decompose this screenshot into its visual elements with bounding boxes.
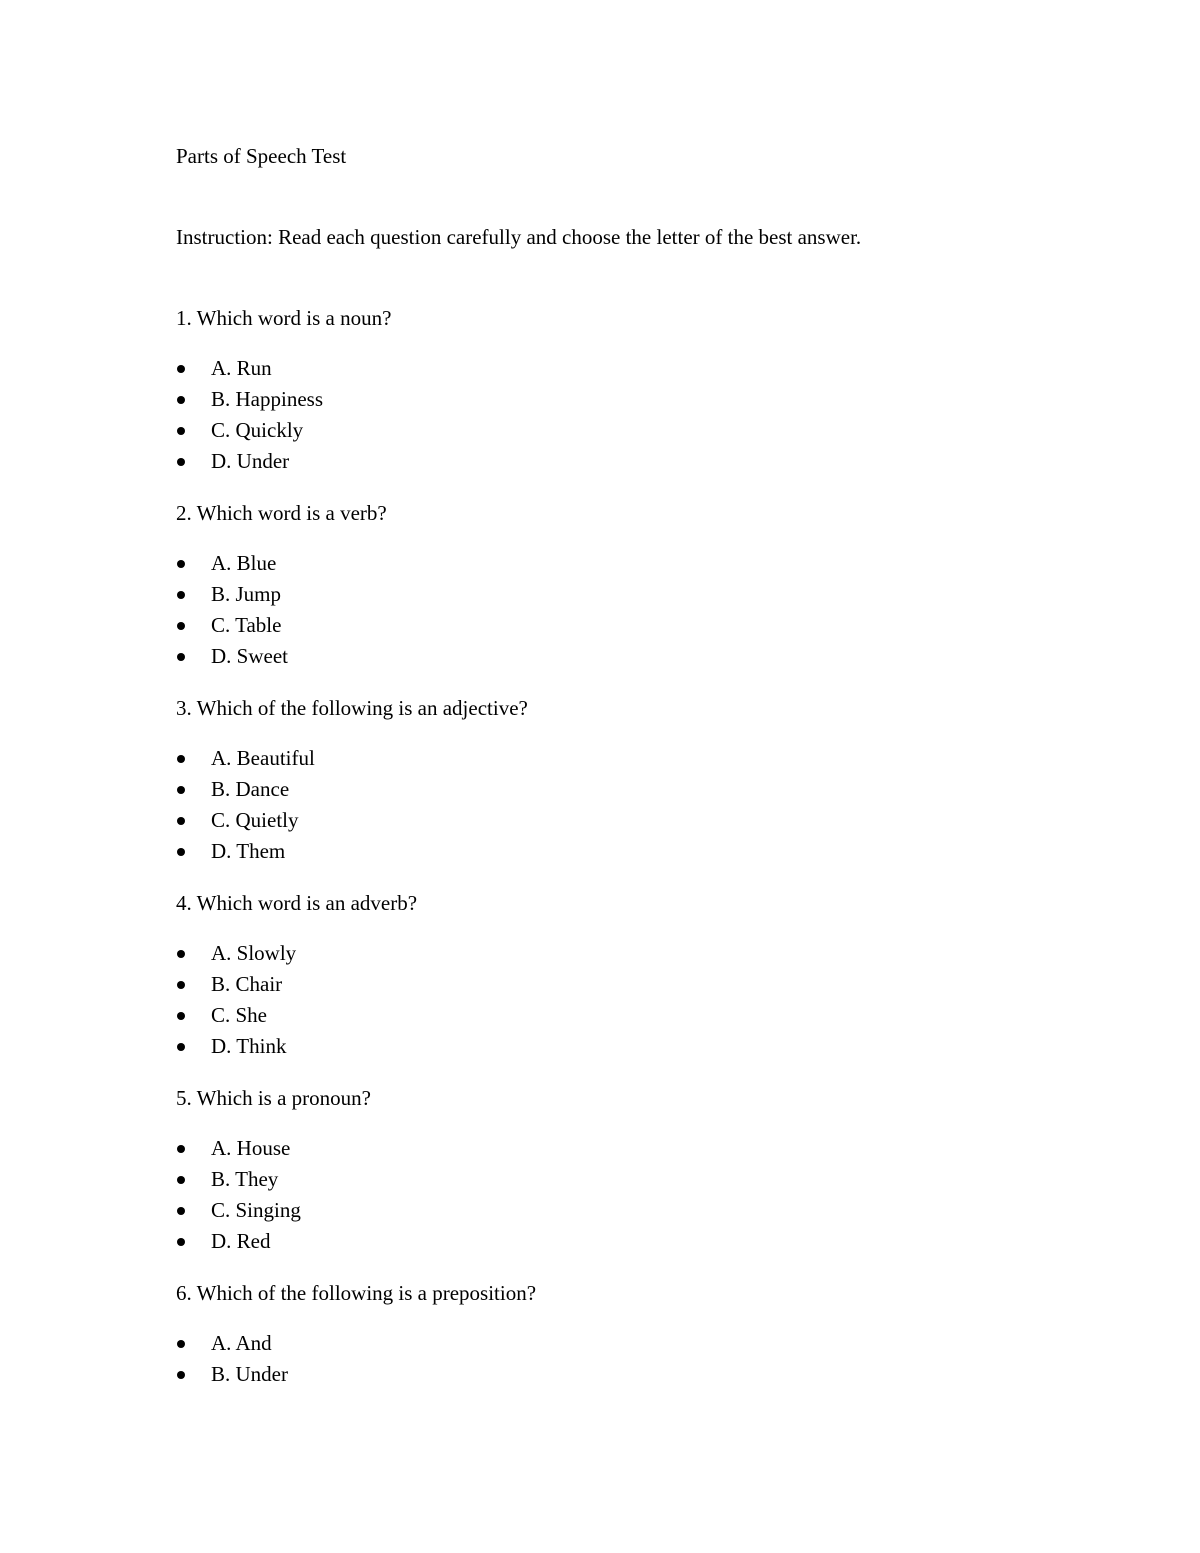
document-page (176, 141, 1076, 1411)
option-item (176, 1226, 1076, 1257)
bullet-icon (177, 365, 185, 373)
question-text: 1. Which word is a noun? (176, 306, 392, 330)
option-item (176, 548, 1076, 579)
option-item (176, 610, 1076, 641)
instruction-text: Instruction: Read each question carefully and choose the letter of the best answer. (176, 225, 862, 249)
bullet-icon (177, 1340, 185, 1348)
option-label: D. Them (211, 839, 286, 863)
option-list (176, 743, 1076, 867)
option-label: A. Run (211, 356, 272, 380)
option-label: B. Chair (211, 972, 283, 996)
option-label: D. Think (211, 1034, 287, 1058)
option-item (176, 353, 1076, 384)
option-item (176, 415, 1076, 446)
option-item (176, 938, 1076, 969)
option-item (176, 1031, 1076, 1062)
option-label: C. Quietly (211, 808, 299, 832)
option-label: B. Jump (211, 582, 282, 606)
option-item (176, 446, 1076, 477)
bullet-icon (177, 458, 185, 466)
bullet-icon (177, 786, 185, 794)
option-item (176, 743, 1076, 774)
option-item (176, 1133, 1076, 1164)
document-title: Parts of Speech Test (176, 144, 347, 168)
option-item (176, 579, 1076, 610)
option-label: A. Beautiful (211, 746, 315, 770)
option-item (176, 1164, 1076, 1195)
bullet-icon (177, 848, 185, 856)
option-item (176, 641, 1076, 672)
question-text: 5. Which is a pronoun? (176, 1086, 371, 1110)
bullet-icon (177, 950, 185, 958)
bullet-icon (177, 591, 185, 599)
option-item (176, 1000, 1076, 1031)
bullet-icon (177, 1371, 185, 1379)
option-list (176, 1328, 1076, 1390)
option-label: B. Under (211, 1362, 288, 1386)
question-text: 3. Which of the following is an adjective? (176, 696, 528, 720)
question-text: 6. Which of the following is a preposition? (176, 1281, 537, 1305)
bullet-icon (177, 1012, 185, 1020)
option-item (176, 1359, 1076, 1390)
option-label: A. House (211, 1136, 291, 1160)
option-label: A. Slowly (211, 941, 297, 965)
question-3 (176, 693, 1076, 867)
option-list (176, 1133, 1076, 1257)
bullet-icon (177, 1176, 185, 1184)
option-label: D. Under (211, 449, 290, 473)
option-label: C. She (211, 1003, 268, 1027)
bullet-icon (177, 981, 185, 989)
option-label: A. And (211, 1331, 272, 1355)
option-item (176, 1328, 1076, 1359)
bullet-icon (177, 1145, 185, 1153)
bullet-icon (177, 427, 185, 435)
option-list (176, 548, 1076, 672)
option-item (176, 805, 1076, 836)
bullet-icon (177, 622, 185, 630)
question-2 (176, 498, 1076, 672)
option-label: A. Blue (211, 551, 277, 575)
option-label: B. Happiness (211, 387, 323, 411)
option-label: C. Table (211, 613, 282, 637)
bullet-icon (177, 653, 185, 661)
option-item (176, 774, 1076, 805)
question-text: 4. Which word is an adverb? (176, 891, 418, 915)
bullet-icon (177, 396, 185, 404)
option-list (176, 938, 1076, 1062)
bullet-icon (177, 560, 185, 568)
question-text: 2. Which word is a verb? (176, 501, 387, 525)
bullet-icon (177, 755, 185, 763)
option-label: D. Sweet (211, 644, 288, 668)
question-6 (176, 1278, 1076, 1390)
option-list (176, 353, 1076, 477)
bullet-icon (177, 1043, 185, 1051)
option-item (176, 1195, 1076, 1226)
option-label: C. Singing (211, 1198, 301, 1222)
option-item (176, 384, 1076, 415)
option-item (176, 969, 1076, 1000)
option-label: D. Red (211, 1229, 271, 1253)
bullet-icon (177, 1238, 185, 1246)
question-5 (176, 1083, 1076, 1257)
option-label: C. Quickly (211, 418, 304, 442)
bullet-icon (177, 817, 185, 825)
option-label: B. Dance (211, 777, 290, 801)
question-4 (176, 888, 1076, 1062)
bullet-icon (177, 1207, 185, 1215)
option-item (176, 836, 1076, 867)
option-label: B. They (211, 1167, 279, 1191)
question-1 (176, 303, 1076, 477)
